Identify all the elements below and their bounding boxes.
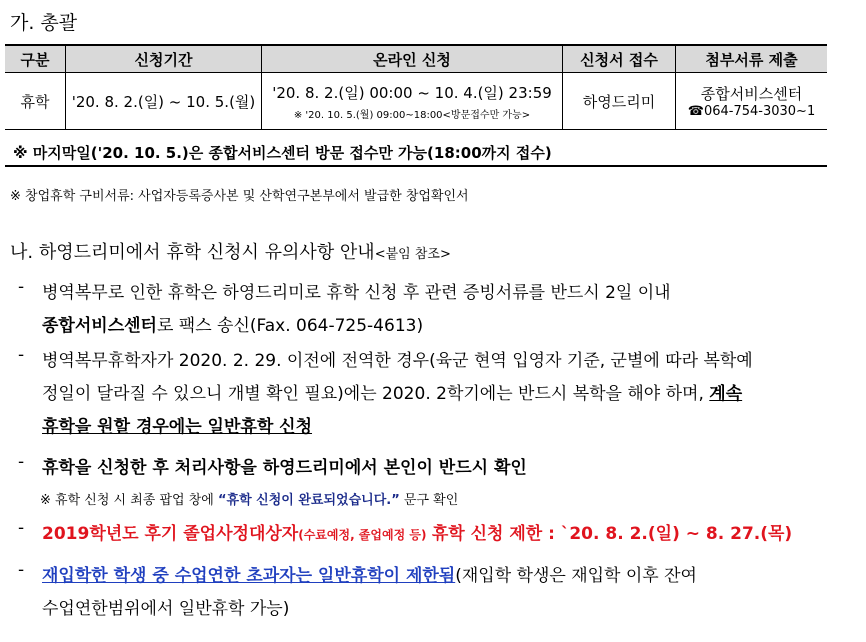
- bullet-5-blue: 재입학한 학생 중 수업연한 초과자는 일반휴학이 제한됨: [42, 566, 456, 586]
- bullet-3-note: [40, 489, 458, 508]
- header-receipt: 신청서 접수: [563, 45, 676, 73]
- bullet-5-line-2: 수업연한범위에서 일반휴학 가능): [42, 599, 290, 619]
- bullet-2-bold: 계속: [709, 384, 743, 404]
- section-b-subtitle: <붙임 참조>: [374, 247, 451, 262]
- header-attach: 첨부서류 제출: [676, 45, 828, 73]
- table-row: [5, 73, 827, 130]
- bullet-3-note-pre: ※ 휴학 신청 시 최종 팝업 창에: [40, 493, 214, 508]
- bullet-4: [42, 518, 822, 552]
- bullet-1-line-2: [42, 310, 822, 343]
- bullet-3-note-quote: “휴학 신청이 완료되었습니다.”: [217, 493, 400, 508]
- header-category: 구분: [5, 45, 66, 73]
- bullet-4-small: (수료예정, 졸업예정 등): [298, 528, 427, 542]
- summary-table: [5, 44, 827, 130]
- bullet-5-rest: (재입학 학생은 재입학 이후 잔여: [455, 566, 697, 586]
- header-online: 온라인 신청: [262, 45, 563, 73]
- bullet-1-bold: 종합서비스센터: [42, 316, 157, 336]
- bullet-1-line-1: 병역복무로 인한 휴학은 하영드리미로 휴학 신청 후 관련 증빙서류를 반드시 2일 이내: [42, 283, 671, 303]
- cell-receipt: 하영드리미: [563, 73, 676, 130]
- section-b-title: [10, 238, 451, 264]
- bullet-dash: -: [18, 560, 25, 580]
- bullet-2-line-1: 병역복무휴학자가 2020. 2. 29. 이전에 전역한 경우(육군 현역 입영자 기준, 군별에 따라 복학예: [42, 351, 753, 371]
- online-note: ※ '20. 10. 5.(월) 09:00~18:00<방문접수만 가능>: [293, 109, 531, 121]
- deadline-note: ※ 마지막일('20. 10. 5.)은 종합서비스센터 방문 접수만 가능(18:00까지 접수): [5, 140, 827, 167]
- bullet-2-line-2: [42, 378, 822, 411]
- online-main: '20. 8. 2.(일) 00:00 ~ 10. 4.(일) 23:59: [272, 83, 552, 102]
- attach-phone: ☎064-754-3030~1: [687, 104, 816, 119]
- cell-category: 휴학: [5, 73, 66, 130]
- startup-note: ※ 창업휴학 구비서류: 사업자등록증사본 및 산학연구본부에서 발급한 창업확인서: [10, 189, 469, 204]
- bullet-2: [42, 345, 822, 444]
- bullet-dash: -: [18, 345, 25, 365]
- bullet-5-line-1: [42, 560, 822, 593]
- bullet-4-part-a: 2019학년도 후기 졸업사정대상자: [42, 524, 299, 544]
- section-b-title-text: 나. 하영드리미에서 휴학 신청시 유의사항 안내: [10, 242, 375, 263]
- cell-attach: [676, 73, 828, 130]
- bullet-1: [42, 277, 822, 343]
- bullet-4-part-b: 휴학 신청 제한 : `20. 8. 2.(일) ~ 8. 27.(목): [431, 524, 793, 544]
- bullet-2-line-3: 휴학을 원할 경우에는 일반휴학 신청: [42, 417, 313, 437]
- bullet-2-rest: 정일이 달라질 수 있으니 개별 확인 필요)에는 2020. 2학기에는 반드시 복학을 해야 하며,: [42, 384, 704, 404]
- attach-office: 종합서비스센터: [700, 85, 803, 103]
- bullet-5: [42, 560, 822, 626]
- bullet-3-note-post: 문구 확인: [403, 493, 459, 508]
- bullet-1-rest: 로 팩스 송신(Fax. 064-725-4613): [156, 316, 424, 336]
- cell-period: '20. 8. 2.(일) ~ 10. 5.(월): [66, 73, 262, 130]
- section-a-title: 가. 총괄: [10, 12, 78, 34]
- bullet-dash: -: [18, 452, 25, 472]
- cell-online: [262, 73, 563, 130]
- bullet-dash: -: [18, 518, 25, 538]
- table-header-row: [5, 45, 827, 73]
- bullet-3: 휴학을 신청한 후 처리사항을 하영드리미에서 본인이 반드시 확인: [42, 458, 527, 478]
- header-period: 신청기간: [66, 45, 262, 73]
- bullet-dash: -: [18, 277, 25, 297]
